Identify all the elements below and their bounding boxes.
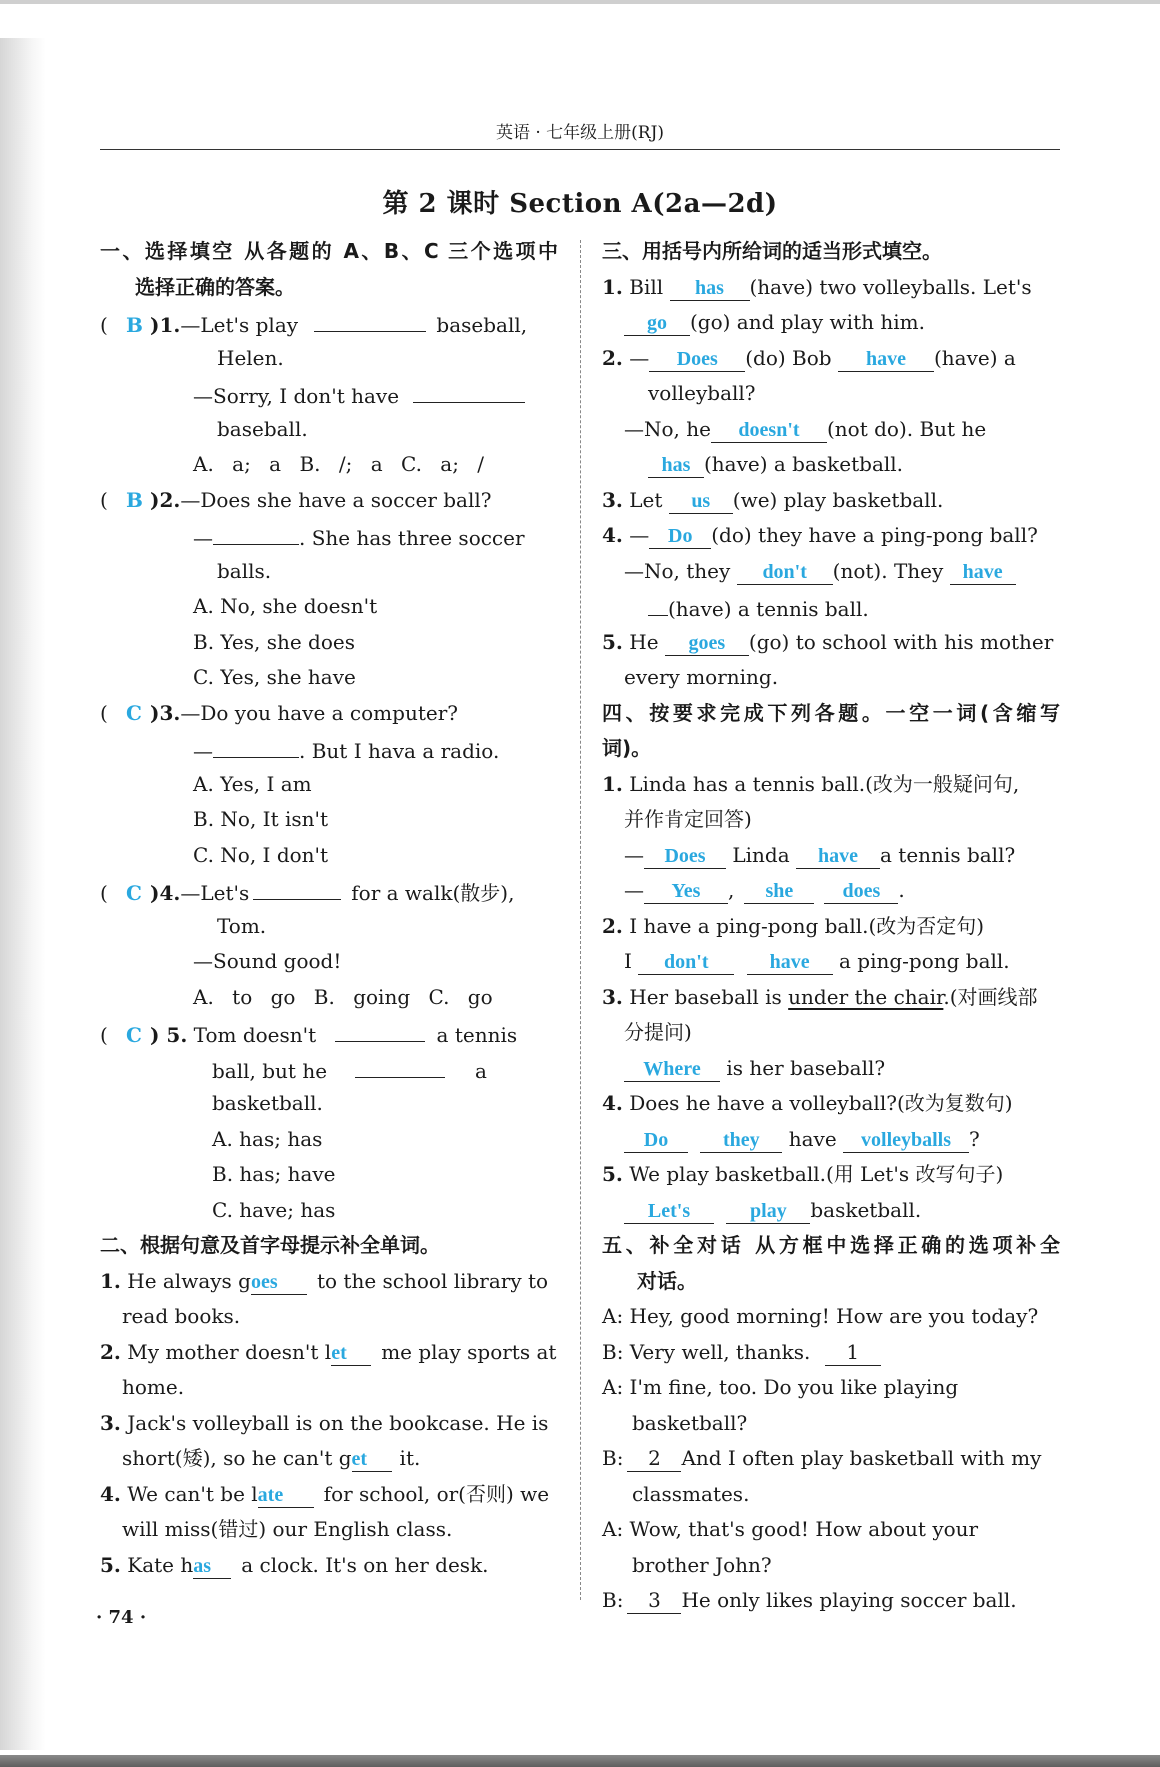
- s4-q1-answer: — Yes , she does .: [624, 878, 905, 902]
- fill-blank: [648, 589, 668, 616]
- fill-blank: have: [838, 345, 934, 372]
- section-1-heading-cont: 选择正确的答案。: [135, 274, 295, 299]
- fill-blank: Let's: [624, 1197, 714, 1224]
- fill-blank: has: [670, 274, 750, 301]
- s4-q3-answer: Where is her baseball?: [602, 1051, 1060, 1087]
- fill-blank: have: [747, 948, 833, 975]
- s3-q2-reply-cont: has (have) a basketball.: [602, 447, 1060, 483]
- answer: C: [126, 1023, 142, 1047]
- fill-blank: they: [700, 1126, 782, 1153]
- fill-blank: ate: [258, 1481, 314, 1508]
- s4-q1: 1. Linda has a tennis ball.(改为一般疑问句,: [602, 771, 1020, 796]
- s1-q1-stem: ( B )1.—Let's play baseball,: [100, 305, 558, 341]
- underlined-phrase: under the chair: [788, 984, 944, 1009]
- dialogue-line: A: Wow, that's good! How about your: [602, 1517, 979, 1541]
- fill-blank: Yes: [644, 877, 728, 904]
- s3-q3: 3. Let us (we) play basketball.: [602, 487, 944, 512]
- top-edge-rule: [0, 0, 1160, 4]
- fill-blank: have: [796, 842, 880, 869]
- page-binding-shadow: [0, 38, 46, 1750]
- fill-blank: oes: [251, 1268, 307, 1295]
- s3-q2-reply: —No, he doesn't (not do). But he: [624, 416, 987, 441]
- s1-q3-reply: — . But I hava a radio.: [100, 731, 558, 767]
- s1-q1-line2: Helen.: [217, 345, 284, 370]
- fill-blank: has: [648, 451, 704, 478]
- s4-q2-answer: I don't have a ping-pong ball.: [624, 949, 1010, 973]
- numbered-blank: 2: [627, 1445, 681, 1472]
- fill-blank: Does: [644, 842, 726, 869]
- column-divider: [580, 240, 581, 1600]
- dialogue-line-cont: basketball?: [632, 1410, 748, 1435]
- s1-q2-reply-end: balls.: [217, 558, 272, 583]
- s1-q2-stem: ( B )2.—Does she have a soccer ball?: [100, 483, 558, 519]
- fill-blank: play: [726, 1197, 810, 1224]
- s4-q2: 2. I have a ping-pong ball.(改为否定句): [602, 913, 985, 938]
- option-c: C. No, I don't: [193, 842, 329, 867]
- answer: C: [126, 881, 142, 905]
- s3-q1: 1. Bill has (have) two volleyballs. Let's: [602, 274, 1032, 299]
- answer: B: [126, 313, 143, 337]
- fill-blank: [335, 1015, 425, 1042]
- s3-q1-cont: go (go) and play with him.: [602, 305, 1060, 341]
- fill-blank: [213, 731, 299, 758]
- s4-q1-instr: 并作肯定回答): [624, 807, 752, 831]
- fill-blank: [413, 376, 525, 403]
- answer: C: [126, 700, 142, 725]
- fill-blank: don't: [638, 948, 734, 975]
- s3-q2-cont: volleyball?: [648, 381, 756, 405]
- dialogue-line: B: 2 And I often play basketball with my: [602, 1446, 1042, 1470]
- s1-q5-stem: ( C ) 5. Tom doesn't a tennis: [100, 1015, 558, 1051]
- s2-q1: 1. He always goes to the school library to: [100, 1268, 549, 1293]
- fill-blank: et: [352, 1445, 392, 1472]
- fill-blank: [253, 873, 341, 900]
- fill-blank: don't: [737, 558, 833, 585]
- fill-blank: Where: [624, 1055, 720, 1082]
- s2-q4: 4. We can't be late for school, or(否则) we: [100, 1481, 550, 1506]
- option-b: B. has; have: [212, 1162, 336, 1186]
- option-c: C. Yes, she have: [193, 665, 356, 689]
- dialogue-line: B: 3 He only likes playing soccer ball.: [602, 1588, 1017, 1612]
- section-3-heading: 三、用括号内所给词的适当形式填空。: [602, 239, 942, 263]
- s4-q4-answer: Do they have volleyballs ?: [602, 1122, 1060, 1158]
- s1-q5-line2: ball, but he a: [100, 1051, 558, 1087]
- left-column: [100, 234, 558, 1583]
- s1-q4-options: A. to go B. going C. go: [193, 984, 493, 1009]
- s1-q1-options: A. a; a B. /; a C. a; /: [193, 452, 485, 476]
- s3-q5: 5. He goes (go) to school with his mother: [602, 629, 1054, 654]
- dialogue-line: A: I'm fine, too. Do you like playing: [602, 1375, 959, 1399]
- fill-blank: us: [669, 487, 733, 514]
- s1-q1-reply-end: baseball.: [217, 416, 308, 441]
- fill-blank: Do: [649, 522, 711, 549]
- s1-q1-reply: —Sorry, I don't have: [100, 376, 558, 412]
- s1-q5-line3: basketball.: [212, 1091, 323, 1115]
- answer: B: [126, 487, 143, 512]
- section-2-heading: 二、根据句意及首字母提示补全单词。: [100, 1233, 440, 1257]
- dialogue-line-cont: classmates.: [632, 1481, 750, 1506]
- section-1-heading: 一、选择填空 从各题的 A、B、C 三个选项中: [100, 239, 558, 263]
- s2-q2-cont: home.: [122, 1375, 185, 1399]
- s3-q4: 4. — Do (do) they have a ping-pong ball?: [602, 523, 1038, 547]
- s1-q2-reply: — . She has three soccer: [100, 518, 558, 554]
- s2-q2: 2. My mother doesn't let me play sports at: [100, 1339, 557, 1364]
- s3-q4-reply: —No, they don't (not). They have: [602, 554, 1060, 590]
- s3-q2: 2. — Does (do) Bob have (have) a: [602, 345, 1016, 370]
- option-a: A. No, she doesn't: [193, 594, 378, 618]
- fill-blank: as: [193, 1552, 231, 1579]
- section-4-heading-cont: 词)。: [602, 736, 652, 760]
- numbered-blank: 1: [825, 1339, 881, 1366]
- s1-q3-stem: ( C )3.—Do you have a computer?: [100, 696, 558, 732]
- s2-q5: 5. Kate has a clock. It's on her desk.: [100, 1552, 489, 1577]
- header-rule: [100, 149, 1060, 150]
- fill-blank: [355, 1051, 445, 1078]
- fill-blank: Does: [649, 345, 745, 372]
- s1-q4-reply: —Sound good!: [193, 949, 342, 973]
- dialogue-line-cont: brother John?: [632, 1552, 772, 1577]
- option-a: A. has; has: [212, 1126, 323, 1151]
- s4-q3: 3. Her baseball is under the chair.(对画线部: [602, 984, 1038, 1009]
- option-b: B. Yes, she does: [193, 629, 355, 654]
- s4-q5: 5. We play basketball.(用 Let's 改写句子): [602, 1162, 1004, 1186]
- right-column: [602, 234, 1060, 1619]
- s2-q3: 3. Jack's volleyball is on the bookcase. He is: [100, 1410, 549, 1435]
- option-a: A. Yes, I am: [193, 771, 312, 796]
- option-b: B. No, It isn't: [193, 807, 329, 831]
- running-header: 英语 · 七年级上册(RJ): [495, 123, 665, 143]
- fill-blank: go: [624, 309, 690, 336]
- s1-q4-stem: ( C )4.—Let's for a walk(散步),: [100, 873, 558, 909]
- numbered-blank: 3: [627, 1587, 681, 1614]
- fill-blank: she: [744, 877, 814, 904]
- fill-blank: does: [824, 877, 898, 904]
- bottom-edge-bar: [0, 1755, 1160, 1767]
- section-4-heading: 四、按要求完成下列各题。一空一词(含缩写: [602, 700, 1060, 725]
- fill-blank: Do: [624, 1126, 688, 1153]
- s2-q4-cont: will miss(错过) our English class.: [122, 1517, 453, 1541]
- fill-blank: have: [950, 558, 1016, 585]
- s2-q3-cont: short(矮), so he can't get it.: [122, 1446, 421, 1470]
- fill-blank: goes: [665, 629, 749, 656]
- option-c: C. have; has: [212, 1197, 336, 1222]
- s2-q1-cont: read books.: [122, 1304, 241, 1328]
- s4-q4: 4. Does he have a volleyball?(改为复数句): [602, 1091, 1013, 1115]
- section-5-heading-cont: 对话。: [637, 1268, 697, 1293]
- s3-q4-reply-cont: (have) a tennis ball.: [602, 589, 1060, 625]
- s4-q1-question: — Does Linda have a tennis ball?: [624, 842, 1016, 867]
- s4-q5-answer: Let's play basketball.: [602, 1193, 1060, 1229]
- fill-blank: doesn't: [711, 416, 827, 443]
- s1-q4-line2: Tom.: [217, 913, 267, 938]
- page-number: · 74 ·: [96, 1607, 147, 1628]
- s3-q5-cont: every morning.: [624, 665, 779, 689]
- dialogue-line: A: Hey, good morning! How are you today?: [602, 1304, 1039, 1328]
- s4-q3-instr: 分提问): [624, 1020, 692, 1044]
- fill-blank: volleyballs: [843, 1126, 969, 1153]
- fill-blank: [314, 305, 426, 332]
- section-5-heading: 五、补全对话 从方框中选择正确的选项补全: [602, 1233, 1060, 1257]
- fill-blank: et: [331, 1339, 371, 1366]
- dialogue-line: B: Very well, thanks. 1: [602, 1335, 1060, 1371]
- fill-blank: [213, 518, 299, 545]
- lesson-title: 第 2 课时 Section A(2a—2d): [382, 189, 778, 219]
